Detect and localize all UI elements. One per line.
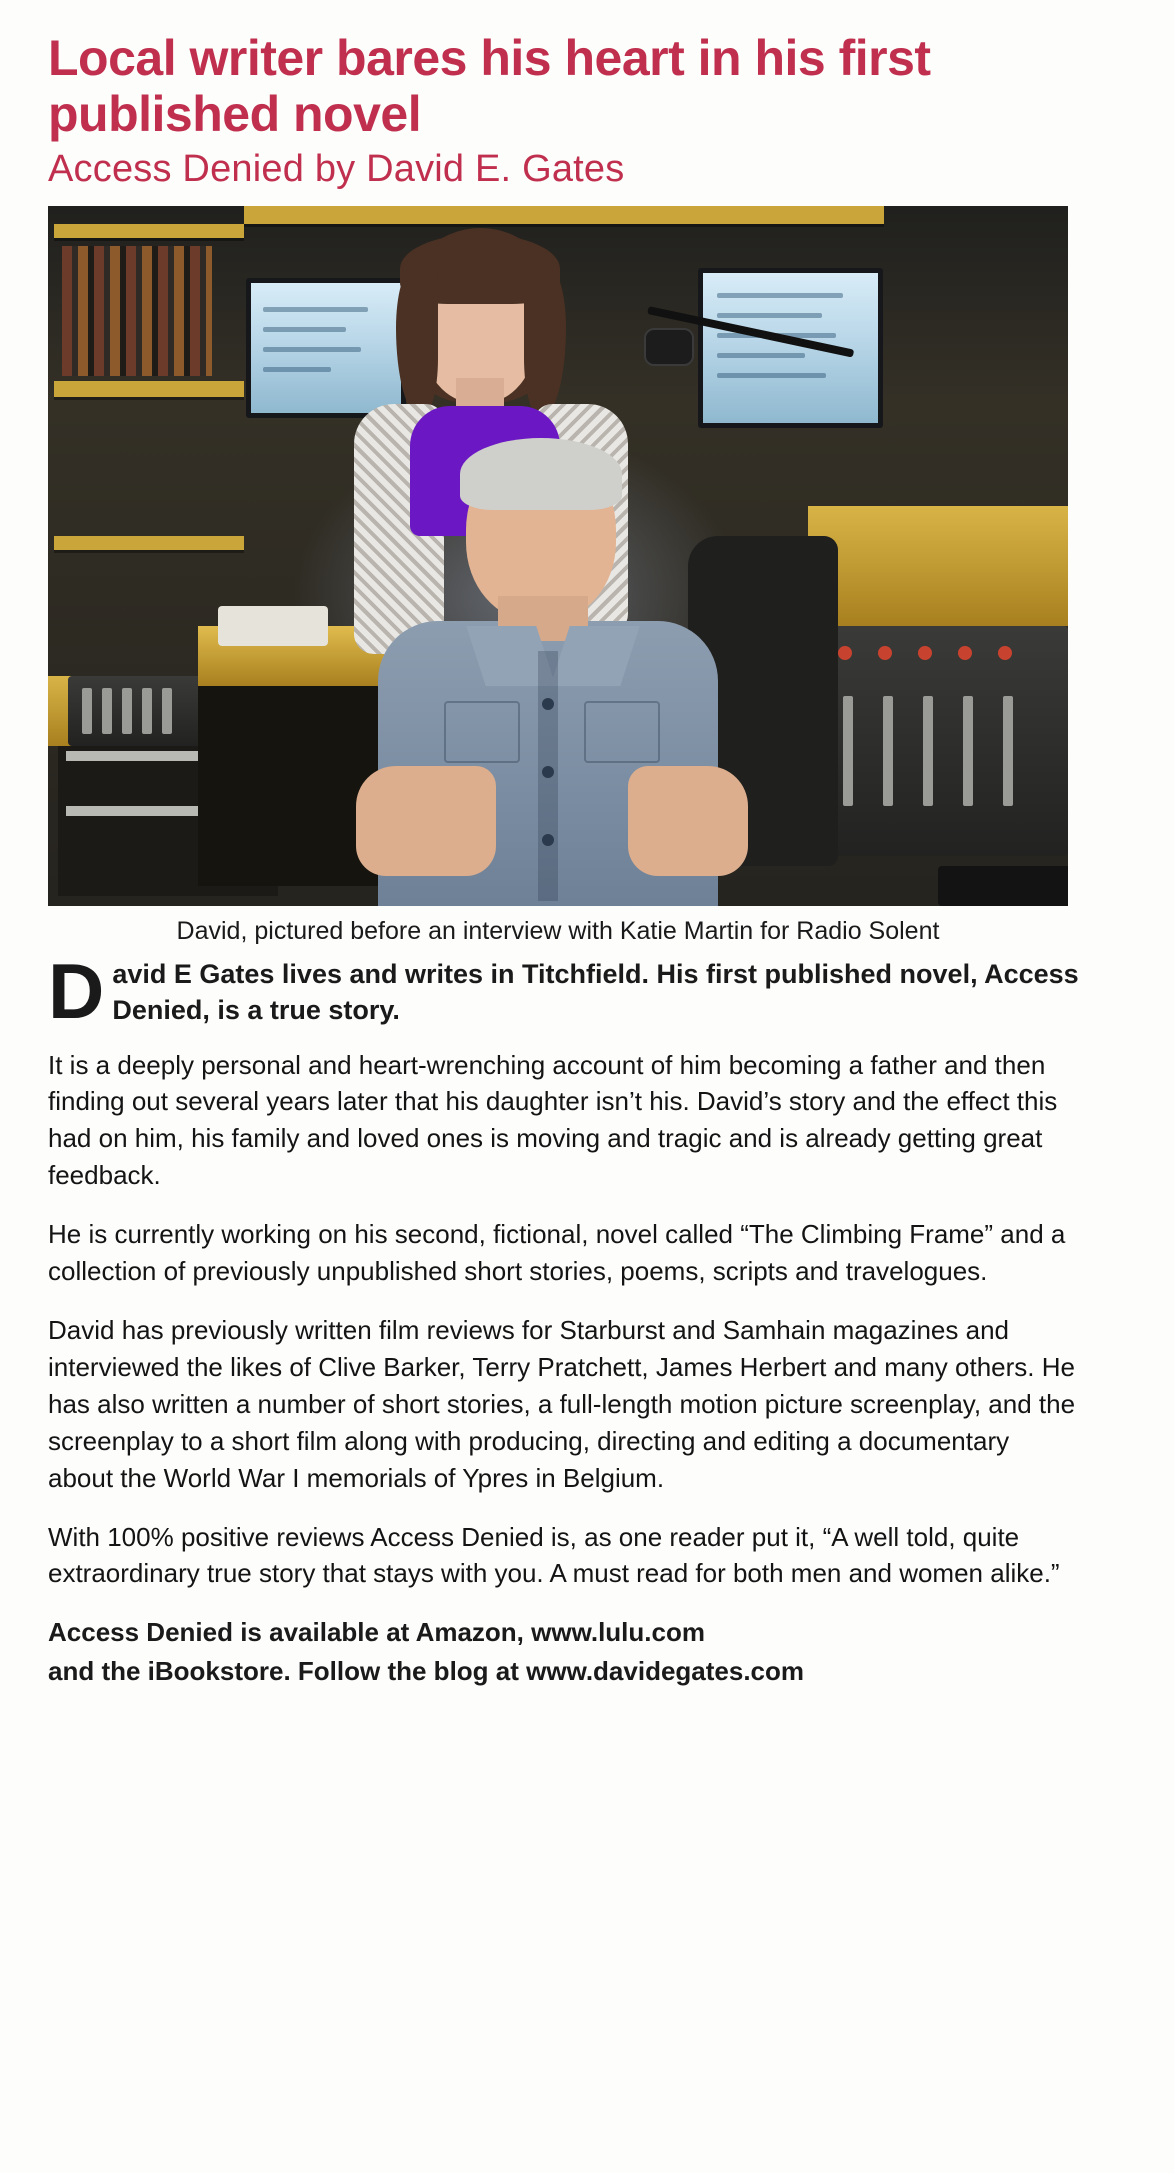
screen-line: [717, 373, 826, 378]
photo-caption: David, pictured before an interview with Katie Martin for Radio Solent: [176, 916, 940, 945]
mixer-knob: [838, 646, 852, 660]
fader: [142, 688, 152, 734]
fader: [883, 696, 893, 806]
studio-monitor-right: [698, 268, 883, 428]
person-man: [348, 436, 768, 906]
fader: [102, 688, 112, 734]
microphone: [644, 328, 694, 366]
drop-cap: D: [48, 946, 105, 1035]
fader: [82, 688, 92, 734]
hair-side-left: [396, 268, 438, 418]
fader: [923, 696, 933, 806]
fader: [1003, 696, 1013, 806]
screen-line: [717, 293, 843, 298]
shelf-middle: [54, 381, 244, 397]
article-paragraph: With 100% positive reviews Access Denied is, as one reader put it, “A well told, quite extraordinary true story that stays with you. A must read for both men and women alike.”: [48, 1521, 1060, 1589]
mixer-right: [818, 626, 1068, 856]
mixer-knob: [878, 646, 892, 660]
article-container: [48, 30, 1116, 1692]
lede-text: avid E Gates lives and writes in Titchfield. His first published novel, Access Denied, is a true story.: [112, 958, 1079, 1026]
fader: [843, 696, 853, 806]
screen-line: [717, 313, 822, 318]
shirt-button: [542, 766, 554, 778]
hair: [460, 438, 622, 510]
fader: [122, 688, 132, 734]
footer-line: Access Denied is available at Amazon, www.lulu.com: [48, 1617, 705, 1648]
studio-photo-illustration: [48, 206, 1068, 906]
desk-right: [808, 506, 1068, 626]
fader: [963, 696, 973, 806]
shirt-button: [542, 834, 554, 846]
shirt-pocket-right: [584, 701, 660, 763]
shirt-pocket-left: [444, 701, 520, 763]
shelf-top: [54, 224, 244, 238]
screen-line: [263, 367, 331, 372]
footer-line: and the iBookstore. Follow the blog at www.davidegates.com: [48, 1656, 805, 1687]
article-paragraph: David has previously written film reviews for Starburst and Samhain magazines and interviewed the likes of Clive Barker, Terry Pratchett, James Herbert and many others. He has also written a number of short stories, a full-length motion picture screenplay, and the screenplay to a short film along with producing, directing and editing a documentary about the World War I memorials of Ypres in Belgium.: [48, 1315, 1076, 1493]
mixer-knob: [958, 646, 972, 660]
fader: [162, 688, 172, 734]
article-photo: [48, 206, 1068, 906]
screen-line: [263, 347, 361, 352]
screen-line: [263, 327, 346, 332]
screen-line: [717, 353, 805, 358]
shelf-lower: [54, 536, 244, 550]
arm-right: [628, 766, 748, 876]
article-paragraph: He is currently working on his second, fictional, novel called “The Climbing Frame” and a collection of previously unpublished short stories, poems, scripts and travelogues.: [48, 1219, 1066, 1287]
article-paragraph: It is a deeply personal and heart-wrenching account of him becoming a father and then finding out several years later that his daughter isn’t his. David’s story and the effect this had on him, his family and loved ones is moving and tragic and is already getting great feedback.: [48, 1049, 1058, 1191]
mixer-knob: [918, 646, 932, 660]
keyboard: [938, 866, 1068, 906]
article-lede: [48, 946, 1116, 1035]
arm-left: [356, 766, 496, 876]
availability-footer: [48, 1614, 1116, 1690]
shirt-button: [542, 698, 554, 710]
ceiling-trim: [244, 206, 884, 224]
mixer-knob: [998, 646, 1012, 660]
telephone: [218, 606, 328, 646]
books-row: [62, 246, 212, 376]
hair-side-right: [524, 268, 566, 418]
page-title: Local writer bares his heart in his first published novel: [48, 30, 931, 142]
article-subtitle: Access Denied by David E. Gates: [48, 148, 625, 190]
